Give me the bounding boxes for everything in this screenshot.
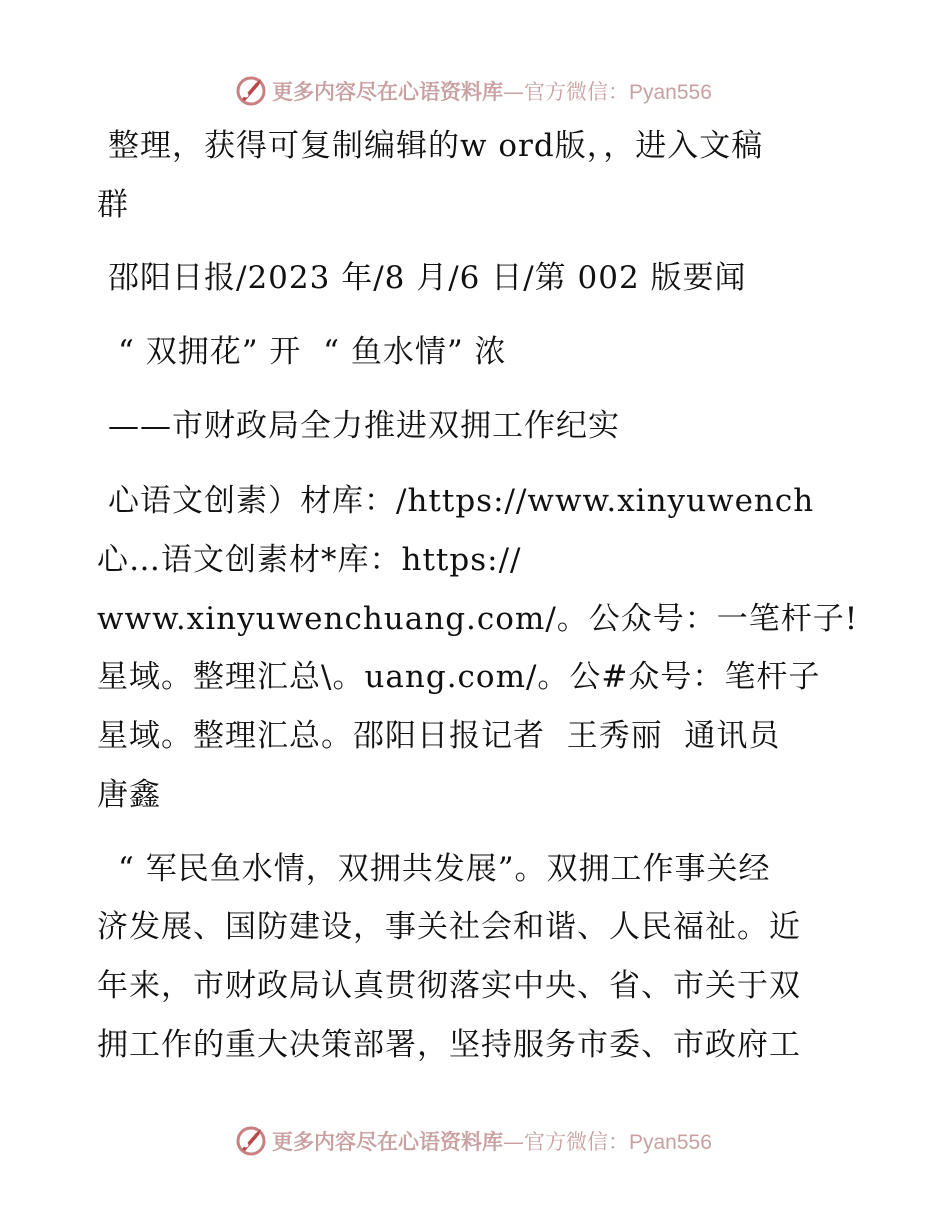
header-banner-text: [272, 76, 712, 106]
banner-title: 更多内容尽在心语资料库: [272, 80, 503, 104]
banner-separator: —官方微信：: [503, 80, 629, 104]
footer-banner: [0, 1120, 950, 1160]
intro-line-1: 整理，获得可复制编辑的w ord版，，进入文稿: [108, 128, 764, 164]
body-line-1: “ 军民鱼水情，双拥共发展”。双拥工作事关经: [118, 851, 771, 887]
banner-separator: —官方微信：: [503, 1130, 629, 1154]
article-subtitle: ——市财政局全力推进双拥工作纪实: [108, 408, 620, 444]
pen-logo-icon: [234, 1123, 268, 1157]
pen-logo-icon: [234, 73, 268, 107]
source-line: 邵阳日报/2023 年/8 月/6 日/第 002 版要闻: [108, 260, 747, 296]
footer-banner-text: [272, 1126, 712, 1156]
body-line-3: 年来，市财政局认真贯彻落实中央、省、市关于双: [97, 968, 801, 1004]
meta-line-1: 心语文创素）材库：/https://www.xinyuwench: [108, 483, 815, 519]
header-banner: [0, 70, 950, 110]
article-title: “ 双拥花” 开 “ 鱼水情” 浓: [118, 334, 507, 370]
meta-line-3: www.xinyuwenchuang.com/。公众号：一笔杆子!: [97, 601, 859, 637]
meta-line-2: 心…语文创素材*库：https://: [97, 542, 522, 578]
wechat-id: Pyan556: [629, 1131, 712, 1154]
body-line-4: 拥工作的重大决策部署，坚持服务市委、市政府工: [97, 1027, 801, 1063]
banner-title: 更多内容尽在心语资料库: [272, 1130, 503, 1154]
intro-line-2: 群: [97, 187, 129, 223]
wechat-id: Pyan556: [629, 81, 712, 104]
meta-line-6: 唐鑫: [97, 777, 161, 813]
body-line-2: 济发展、国防建设，事关社会和谐、人民福祉。近: [97, 909, 801, 945]
meta-line-4: 星域。整理汇总\。uang.com/。公#众号：笔杆子: [97, 659, 821, 695]
meta-line-5: 星域。整理汇总。邵阳日报记者 王秀丽 通讯员: [97, 718, 781, 754]
